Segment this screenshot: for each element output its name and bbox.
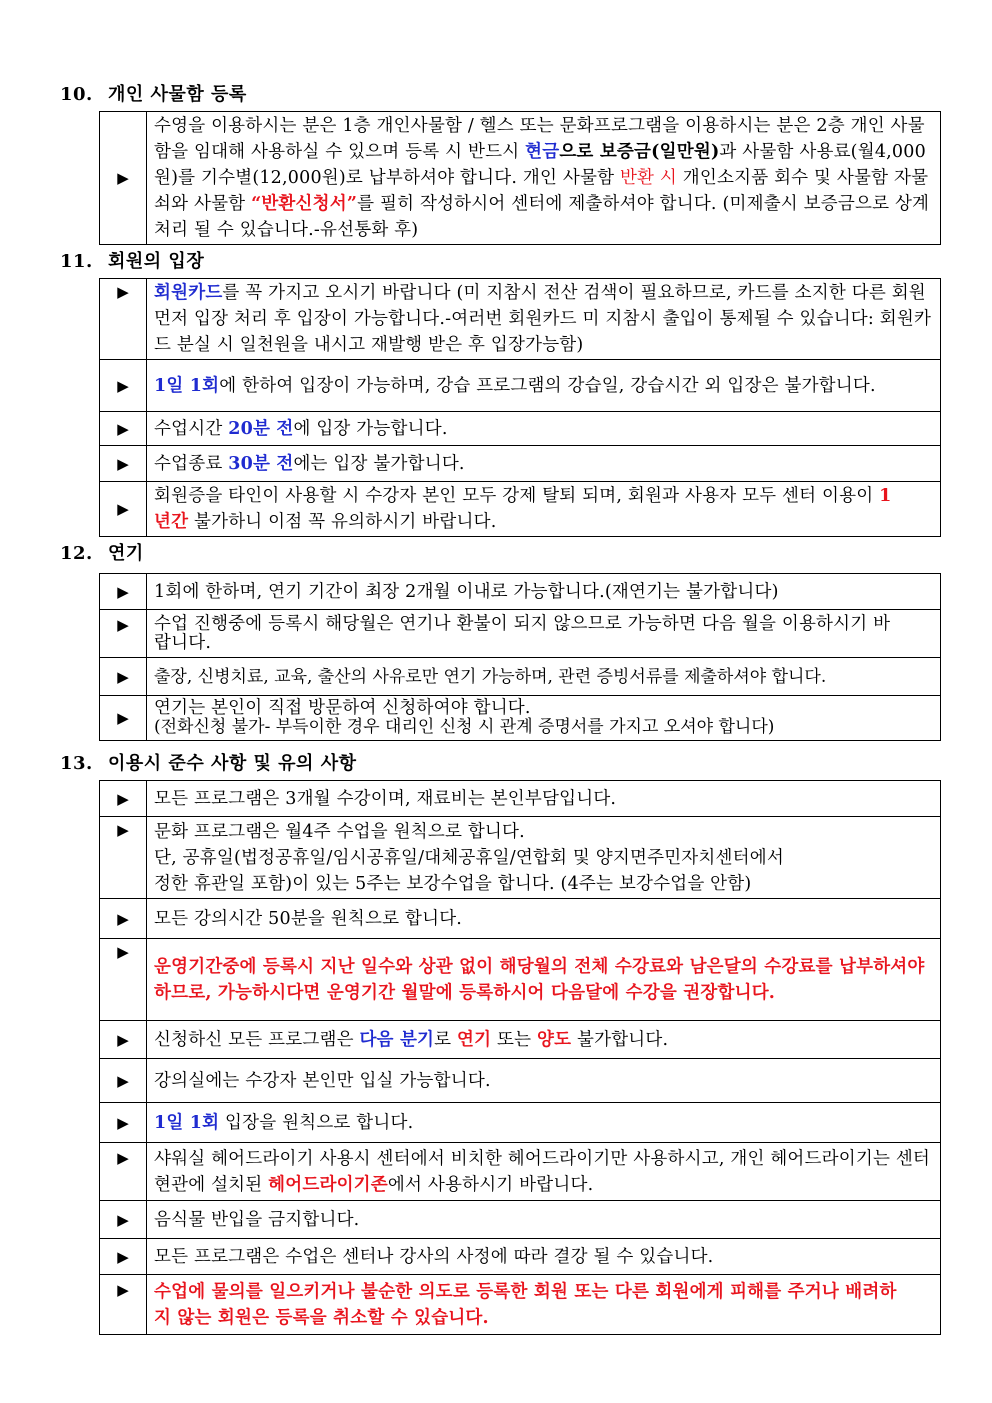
section-10-title: 10. 개인 사물함 등록 bbox=[60, 84, 247, 105]
rule-text: 출장, 신병치료, 교육, 출산의 사유로만 연기 가능하며, 관련 증빙서류를 제출하셔야 합니다. bbox=[147, 658, 941, 696]
rule-text: 수업 진행중에 등록시 해당월은 연기나 환불이 되지 않으므로 가능하면 다음 월을 이용하시기 바랍니다. bbox=[147, 610, 941, 658]
rule-row bbox=[100, 279, 941, 360]
rule-text: 신청하신 모든 프로그램은 다음 분기로 연기 또는 양도 불가합니다. bbox=[147, 1021, 941, 1059]
rule-row bbox=[100, 112, 941, 245]
rule-text: 수업에 물의를 일으키거나 불순한 의도로 등록한 회원 또는 다른 회원에게 피해를 주거나 배려하지 않는 회원은 등록을 취소할 수 있습니다. bbox=[147, 1275, 941, 1335]
rule-row bbox=[100, 696, 941, 741]
rule-row bbox=[100, 360, 941, 412]
section-12-table bbox=[99, 573, 941, 741]
rule-text: 수업종료 30분 전에는 입장 불가합니다. bbox=[147, 446, 941, 482]
section-11-table bbox=[99, 278, 941, 537]
section-13-table bbox=[99, 780, 941, 1335]
rule-text: 수영을 이용하시는 분은 1층 개인사물함 / 헬스 또는 문화프로그램을 이용하시는 분은 2층 개인 사물함을 임대해 사용하실 수 있으며 등록 시 반드시 현금으로 보증금(일만원)과 사물함 사용료(월4,000원)를 기수별(12,000원)로 납부하셔야 합니다. 개인 사물함 반환 시 개인소지품 회수 및 사물함 자물쇠와 사물함 “반환신청서”를 필히 작성하시어 센터에 제출하셔야 합니다. (미제출시 보증금으로 상계처리 될 수 있습니다.-유선통화 후) bbox=[147, 112, 941, 245]
bullet-arrow-icon: ▶ bbox=[100, 112, 147, 245]
rule-row bbox=[100, 1275, 941, 1335]
rule-text: 수업시간 20분 전에 입장 가능합니다. bbox=[147, 412, 941, 446]
section-10-table bbox=[99, 111, 941, 245]
rule-row bbox=[100, 817, 941, 899]
bullet-arrow-icon: ▶ bbox=[100, 279, 147, 360]
rule-text: 샤워실 헤어드라이기 사용시 센터에서 비치한 헤어드라이기만 사용하시고, 개인 헤어드라이기는 센터 현관에 설치된 헤어드라이기존에서 사용하시기 바랍니다. bbox=[147, 1143, 941, 1201]
bullet-arrow-icon: ▶ bbox=[100, 1239, 147, 1275]
rule-row bbox=[100, 781, 941, 817]
rule-row bbox=[100, 574, 941, 610]
rule-row bbox=[100, 1239, 941, 1275]
rule-text: 연기는 본인이 직접 방문하여 신청하여야 합니다. (전화신청 불가- 부득이한 경우 대리인 신청 시 관계 증명서를 가지고 오셔야 합니다) bbox=[147, 696, 941, 741]
bullet-arrow-icon: ▶ bbox=[100, 1059, 147, 1103]
bullet-arrow-icon: ▶ bbox=[100, 1201, 147, 1239]
rule-text: 모든 강의시간 50분을 원칙으로 합니다. bbox=[147, 899, 941, 939]
bullet-arrow-icon: ▶ bbox=[100, 817, 147, 899]
bullet-arrow-icon: ▶ bbox=[100, 412, 147, 446]
bullet-arrow-icon: ▶ bbox=[100, 482, 147, 537]
rule-row bbox=[100, 610, 941, 658]
rule-text: 모든 프로그램은 3개월 수강이며, 재료비는 본인부담입니다. bbox=[147, 781, 941, 817]
rule-row bbox=[100, 1059, 941, 1103]
rule-row bbox=[100, 939, 941, 1021]
rule-text: 1회에 한하며, 연기 기간이 최장 2개월 이내로 가능합니다.(재연기는 불가합니다) bbox=[147, 574, 941, 610]
rule-text: 회원증을 타인이 사용할 시 수강자 본인 모두 강제 탈퇴 되며, 회원과 사용자 모두 센터 이용이 1년간 불가하니 이점 꼭 유의하시기 바랍니다. bbox=[147, 482, 941, 537]
section-13-title: 13. 이용시 준수 사항 및 유의 사항 bbox=[60, 753, 357, 774]
rule-row bbox=[100, 1021, 941, 1059]
bullet-arrow-icon: ▶ bbox=[100, 658, 147, 696]
bullet-arrow-icon: ▶ bbox=[100, 781, 147, 817]
rule-text: 음식물 반입을 금지합니다. bbox=[147, 1201, 941, 1239]
rule-row bbox=[100, 482, 941, 537]
rule-text: 1일 1회에 한하여 입장이 가능하며, 강습 프로그램의 강습일, 강습시간 외 입장은 불가합니다. bbox=[147, 360, 941, 412]
rule-row bbox=[100, 1201, 941, 1239]
bullet-arrow-icon: ▶ bbox=[100, 610, 147, 658]
bullet-arrow-icon: ▶ bbox=[100, 1021, 147, 1059]
bullet-arrow-icon: ▶ bbox=[100, 574, 147, 610]
rule-row bbox=[100, 412, 941, 446]
rule-text: 1일 1회 입장을 원칙으로 합니다. bbox=[147, 1103, 941, 1143]
rule-text: 강의실에는 수강자 본인만 입실 가능합니다. bbox=[147, 1059, 941, 1103]
bullet-arrow-icon: ▶ bbox=[100, 446, 147, 482]
rule-row bbox=[100, 899, 941, 939]
rule-text: 모든 프로그램은 수업은 센터나 강사의 사정에 따라 결강 될 수 있습니다. bbox=[147, 1239, 941, 1275]
section-11-title: 11. 회원의 입장 bbox=[60, 251, 205, 272]
section-12-title: 12. 연기 bbox=[60, 543, 144, 564]
rule-row bbox=[100, 1143, 941, 1201]
bullet-arrow-icon: ▶ bbox=[100, 1143, 147, 1201]
bullet-arrow-icon: ▶ bbox=[100, 360, 147, 412]
rule-row bbox=[100, 658, 941, 696]
rule-row bbox=[100, 446, 941, 482]
rule-row bbox=[100, 1103, 941, 1143]
rule-text: 운영기간중에 등록시 지난 일수와 상관 없이 해당월의 전체 수강료와 남은달의 수강료를 납부하셔야 하므로, 가능하시다면 운영기간 월말에 등록하시어 다음달에 수강을 권장합니다. bbox=[147, 939, 941, 1021]
bullet-arrow-icon: ▶ bbox=[100, 899, 147, 939]
bullet-arrow-icon: ▶ bbox=[100, 696, 147, 741]
bullet-arrow-icon: ▶ bbox=[100, 1275, 147, 1335]
bullet-arrow-icon: ▶ bbox=[100, 1103, 147, 1143]
rule-text: 문화 프로그램은 월4주 수업을 원칙으로 합니다. 단, 공휴일(법정공휴일/임시공휴일/대체공휴일/연합회 및 양지면주민자치센터에서 정한 휴관일 포함)이 있는 5주는 보강수업을 합니다. (4주는 보강수업을 안함) bbox=[147, 817, 941, 899]
rules-document bbox=[60, 78, 942, 1335]
rule-text: 회원카드를 꼭 가지고 오시기 바랍니다 (미 지참시 전산 검색이 필요하므로, 카드를 소지한 다른 회원 먼저 입장 처리 후 입장이 가능합니다.-여러번 회원카드 미 지참시 출입이 통제될 수 있습니다: 회원카드 분실 시 일천원을 내시고 재발행 받은 후 입장가능함) bbox=[147, 279, 941, 360]
bullet-arrow-icon: ▶ bbox=[100, 939, 147, 1021]
